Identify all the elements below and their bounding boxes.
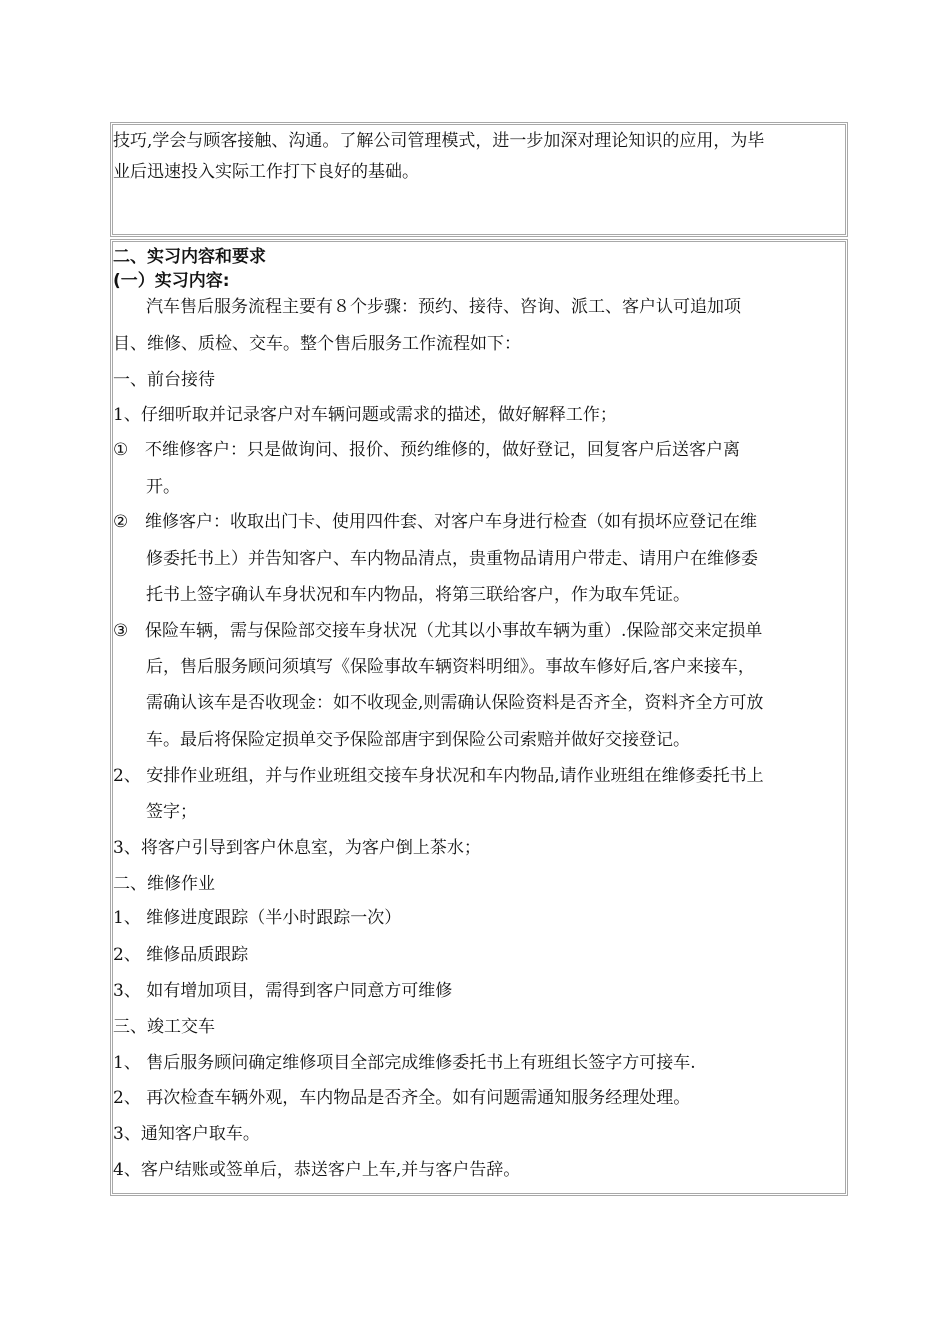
delivery-item-3: 3、通知客户取车。 <box>113 1124 260 1144</box>
case-1-text: 不维修客户：只是做询问、报价、预约维修的，做好登记，回复客户后送客户离 <box>145 440 740 460</box>
case-3-line-2: 后，售后服务顾问须填写《保险事故车辆资料明细》。事故车修好后,客户来接车， <box>146 657 755 677</box>
case-2-marker: ② <box>113 512 129 532</box>
case-2-line-2: 修委托书上）并告知客户、车内物品清点，贵重物品请用户带走、请用户在维修委 <box>146 549 758 569</box>
case-2-text: 维修客户：收取出门卡、使用四件套、对客户车身进行检查（如有损坏应登记在维 <box>145 512 757 532</box>
heading-repair: 二、维修作业 <box>113 874 215 894</box>
section-heading: 二、实习内容和要求 <box>113 247 266 267</box>
delivery-item-1: 1、 售后服务顾问确定维修项目全部完成维修委托书上有班组长签字方可接车. <box>113 1053 696 1073</box>
case-3-line-4: 车。最后将保险定损单交予保险部唐宇到保险公司索赔并做好交接登记。 <box>146 730 690 750</box>
step-2-line-2: 签字； <box>146 802 197 822</box>
heading-front-desk: 一、前台接待 <box>113 370 215 390</box>
case-2-line-1 <box>113 511 757 533</box>
case-2-line-3: 托书上签字确认车身状况和车内物品，将第三联给客户，作为取车凭证。 <box>146 585 690 605</box>
delivery-item-4: 4、客户结账或签单后，恭送客户上车,并与客户告辞。 <box>113 1160 521 1180</box>
section-subheading: (一）实习内容: <box>113 271 230 291</box>
case-1-line-1 <box>113 439 740 461</box>
case-3-text: 保险车辆，需与保险部交接车身状况（尤其以小事故车辆为重）.保险部交来定损单 <box>145 621 763 641</box>
overview-line-1: 汽车售后服务流程主要有８个步骤：预约、接待、咨询、派工、客户认可追加项 <box>146 297 741 317</box>
delivery-item-2: 2、 再次检查车辆外观，车内物品是否齐全。如有问题需通知服务经理处理。 <box>113 1088 691 1108</box>
step-2-line-1: 2、 安排作业班组，并与作业班组交接车身状况和车内物品,请作业班组在维修委托书上 <box>113 766 764 786</box>
intro-line-2: 业后迅速投入实际工作打下良好的基础。 <box>113 162 419 182</box>
repair-item-2: 2、 维修品质跟踪 <box>113 945 249 965</box>
intro-line-1: 技巧,学会与顾客接触、沟通。了解公司管理模式，进一步加深对理论知识的应用，为毕 <box>113 131 765 151</box>
case-1-line-2: 开。 <box>146 477 180 497</box>
step-3: 3、将客户引导到客户休息室，为客户倒上茶水； <box>113 838 481 858</box>
case-3-line-1 <box>113 620 762 642</box>
case-3-line-3: 需确认该车是否收现金：如不收现金,则需确认保险资料是否齐全，资料齐全方可放 <box>146 693 764 713</box>
step-1: 1、仔细听取并记录客户对车辆问题或需求的描述，做好解释工作； <box>113 405 617 425</box>
case-1-marker: ① <box>113 440 129 460</box>
case-3-marker: ③ <box>113 621 129 641</box>
repair-item-1: 1、 维修进度跟踪（半小时跟踪一次） <box>113 908 402 928</box>
repair-item-3: 3、 如有增加项目，需得到客户同意方可维修 <box>113 981 453 1001</box>
heading-delivery: 三、竣工交车 <box>113 1017 215 1037</box>
overview-line-2: 目、维修、质检、交车。整个售后服务工作流程如下： <box>113 334 521 354</box>
